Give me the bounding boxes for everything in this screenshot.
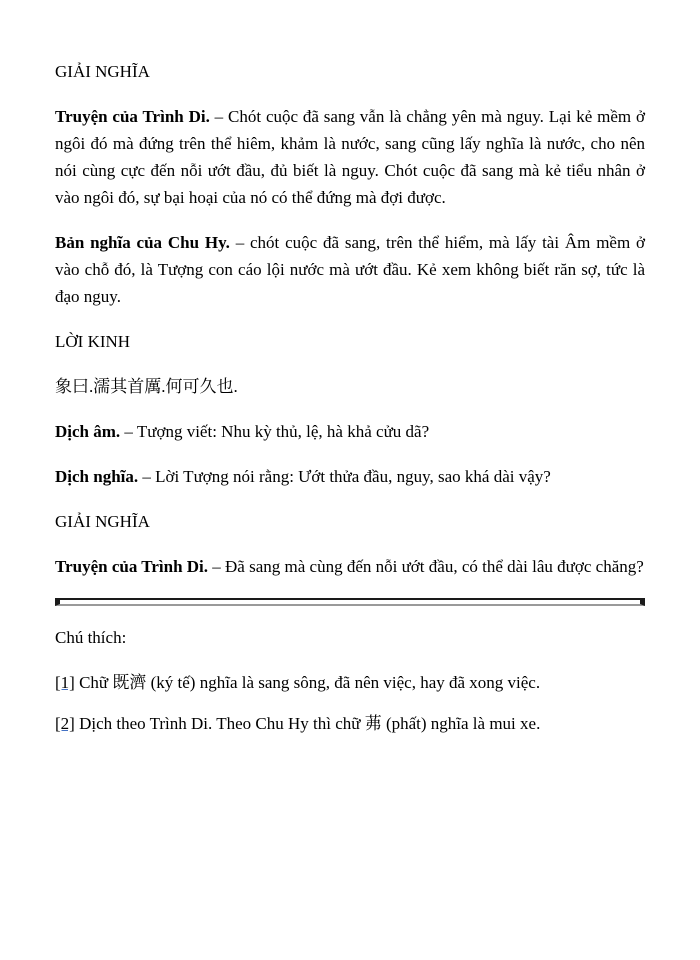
para-text-ban-nghia-chu-hy: – chót cuộc đã sang, trên thể hiểm, mà lấy tài Âm mềm ở vào chỗ đó, là Tượng con cáo lội nước mà ướt đầu. Kẻ xem không biết răn sợ, tức là đạo nguy. — [55, 233, 645, 306]
para-truyen-trinh-di-2 — [55, 553, 645, 580]
para-ban-nghia-chu-hy — [55, 229, 645, 310]
para-text-truyen-trinh-di-2: – Đã sang mà cùng đến nỗi ướt đầu, có thể dài lâu được chăng? — [208, 557, 644, 576]
para-han-van-quote: 象曰.濡其首厲.何可久也. — [55, 377, 238, 396]
footnote-2 — [55, 710, 645, 737]
para-text-dich-nghia: – Lời Tượng nói rằng: Ướt thửa đầu, nguy, sao khá dài vậy? — [138, 467, 551, 486]
footnote-1 — [55, 669, 645, 696]
para-label-truyen-trinh-di-2: Truyện của Trình Di. — [55, 557, 209, 576]
footnote-1-text: Chữ 既濟 (ký tế) nghĩa là sang sông, đã nên việc, hay đã xong việc. — [74, 673, 541, 692]
para-label-truyen-trinh-di-1: Truyện của Trình Di. — [55, 107, 210, 126]
footnote-2-text: Dịch theo Trình Di. Theo Chu Hy thì chữ 茀 (phất) nghĩa là mui xe. — [74, 714, 541, 733]
footnote-2-link[interactable]: [2] — [55, 714, 75, 733]
para-label-dich-nghia: Dịch nghĩa. — [55, 467, 139, 486]
para-text-dich-am: – Tượng viết: Nhu kỳ thủ, lệ, hà khả cửu dã? — [120, 422, 430, 441]
para-dich-am — [55, 418, 645, 445]
para-label-dich-am: Dịch âm. — [55, 422, 121, 441]
heading-giai-nghia-1: GIẢI NGHĨA — [55, 62, 150, 81]
section-divider — [55, 598, 645, 606]
heading-giai-nghia-2: GIẢI NGHĨA — [55, 512, 150, 531]
para-dich-nghia — [55, 463, 645, 490]
para-label-ban-nghia-chu-hy: Bản nghĩa của Chu Hy. — [55, 233, 230, 252]
footnotes-title: Chú thích: — [55, 628, 127, 647]
para-text-truyen-trinh-di-1: – Chót cuộc đã sang vẫn là chẳng yên mà nguy. Lại kẻ mềm ở ngôi đó mà đứng trên thể hiêm, khảm là nước, sang cũng lấy nghĩa là nước, cho nên nói cùng cực đến nỗi ướt đầu, đủ biết là nguy. Chót cuộc đã sang mà kẻ tiểu nhân ở vào ngôi đó, sự bại hoại của nó có thể đứng mà đợi được. — [55, 107, 645, 207]
heading-loi-kinh: LỜI KINH — [55, 332, 131, 351]
footnote-1-link[interactable]: [1] — [55, 673, 75, 692]
para-truyen-trinh-di-1 — [55, 103, 645, 211]
